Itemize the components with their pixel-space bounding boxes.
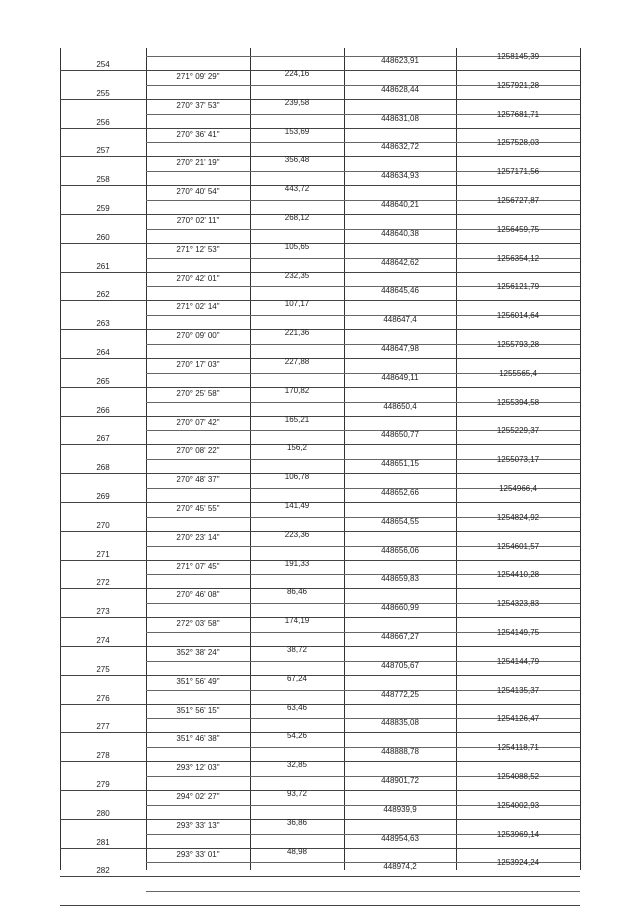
bearing-angle: 272° 03' 58" [176, 619, 220, 629]
segment-length: 153,69 [284, 126, 310, 136]
segment-length: 170,82 [284, 385, 310, 395]
point-number: 276 [96, 693, 110, 703]
point-number: 272 [96, 578, 110, 588]
y-coordinate: 1254149,75 [496, 628, 540, 637]
x-coordinate: 448901,72 [381, 776, 419, 785]
point-number: 265 [96, 376, 110, 386]
segment-length: 141,49 [284, 501, 310, 510]
bearing-angle: 351° 56' 49" [176, 676, 220, 686]
x-coordinate: 448888,78 [381, 747, 419, 757]
segment-length: 156,2 [286, 443, 308, 453]
segment-length: 239,58 [284, 97, 310, 107]
segment-length: 107,17 [284, 299, 310, 309]
bearing-angle: 294° 02' 27" [176, 792, 220, 801]
bearing-angle: 270° 02' 11" [176, 216, 220, 225]
y-coordinate: 1254118,71 [497, 743, 539, 753]
bearing-angle: 270° 07' 42" [176, 417, 220, 427]
y-coordinate: 1257681,71 [496, 109, 540, 119]
segment-length: 63,46 [286, 702, 308, 712]
point-number: 277 [96, 722, 110, 732]
segment-length: 38,72 [286, 645, 308, 654]
segment-length: 356,48 [284, 155, 310, 165]
point-number: 263 [96, 319, 110, 329]
x-coordinate: 448632,72 [381, 142, 419, 152]
x-coordinate: 448835,08 [381, 718, 419, 728]
x-coordinate: 448640,21 [381, 200, 419, 209]
y-coordinate: 1254002,93 [496, 800, 540, 810]
y-coordinate: 1254601,57 [496, 541, 540, 551]
y-coordinate: 1254126,47 [496, 714, 540, 724]
x-coordinate: 448974,2 [383, 862, 417, 872]
bearing-angle: 270° 09' 00" [176, 331, 220, 341]
bearing-angle: 271° 12' 53" [176, 244, 220, 254]
point-number: 270 [96, 520, 110, 530]
segment-length: 67,24 [286, 673, 308, 683]
y-coordinate: 1253924,24 [496, 858, 540, 868]
y-coordinate: 1255229,37 [496, 426, 540, 436]
y-coordinate: 1256354,12 [496, 253, 540, 263]
y-coordinate: 1257528,03 [496, 138, 540, 148]
y-coordinate: 1253969,14 [496, 829, 540, 839]
x-coordinate: 448772,25 [381, 689, 419, 699]
segment-length: 221,36 [284, 328, 310, 338]
y-coordinate: 1255394,58 [496, 397, 540, 407]
y-coordinate: 1256014,64 [496, 311, 540, 321]
point-number: 258 [96, 175, 110, 185]
bearing-angle: 271° 07' 45" [176, 561, 220, 571]
point-number: 278 [96, 751, 110, 761]
x-coordinate: 448654,55 [381, 516, 419, 526]
segment-length: 36,86 [286, 817, 308, 827]
segment-length: 105,65 [284, 241, 310, 251]
x-coordinate: 448623,91 [381, 56, 419, 65]
bearing-angle: 293° 33' 13" [176, 820, 220, 830]
x-coordinate: 448651,15 [381, 459, 419, 469]
bearing-angle: 293° 33' 01" [176, 849, 220, 859]
x-coordinate: 448649,11 [381, 372, 419, 382]
bearing-angle: 270° 17' 03" [176, 360, 220, 369]
y-coordinate: 1254088,52 [496, 772, 540, 781]
point-number: 281 [96, 837, 110, 847]
x-coordinate: 448954,63 [381, 833, 419, 843]
x-coordinate: 448650,4 [383, 401, 417, 411]
point-number: 261 [96, 261, 110, 271]
bearing-angle: 270° 08' 22" [176, 446, 220, 456]
segment-length: 93,72 [286, 789, 308, 798]
x-coordinate: 448642,62 [381, 257, 419, 267]
x-coordinate: 448647,98 [381, 344, 419, 353]
y-coordinate: 1256727,87 [496, 196, 540, 205]
bearing-angle: 352° 38' 24" [176, 648, 220, 657]
segment-length: 227,88 [284, 357, 310, 366]
point-number: 259 [96, 204, 110, 213]
y-coordinate: 1255793,28 [496, 340, 540, 349]
segment-length: 223,36 [284, 529, 310, 539]
x-coordinate: 448705,67 [381, 660, 419, 670]
y-coordinate: 1254410,28 [496, 570, 540, 580]
row-rule [146, 891, 580, 892]
bearing-angle: 270° 48' 37" [176, 475, 220, 485]
y-coordinate: 1256459,75 [496, 224, 540, 234]
point-number: 267 [96, 434, 110, 444]
y-coordinate: 1257171,56 [496, 167, 540, 177]
x-coordinate: 448660,99 [381, 603, 419, 613]
y-coordinate: 1254966,4 [499, 484, 537, 493]
x-coordinate: 448645,46 [381, 286, 419, 296]
point-number: 255 [96, 88, 110, 98]
x-coordinate: 448656,06 [381, 545, 419, 555]
y-coordinate: 1254135,37 [496, 685, 540, 695]
x-coordinate: 448939,9 [383, 804, 417, 814]
x-coordinate: 448640,38 [381, 228, 419, 238]
x-coordinate: 448667,27 [381, 632, 419, 641]
bearing-angle: 271° 09' 29" [176, 72, 220, 81]
segment-length: 106,78 [284, 472, 310, 482]
bearing-angle: 270° 25' 58" [176, 388, 220, 398]
bearing-angle: 351° 56' 15" [176, 705, 220, 715]
x-coordinate: 448647,4 [383, 315, 417, 325]
bearing-angle: 270° 37' 53" [176, 100, 220, 110]
y-coordinate: 1254323,83 [496, 599, 540, 609]
segment-length: 48,98 [286, 846, 308, 856]
point-number: 275 [96, 664, 110, 674]
y-coordinate: 1256121,79 [496, 282, 540, 292]
point-number: 264 [96, 348, 110, 357]
point-number: 282 [96, 866, 110, 876]
bearing-angle: 270° 46' 08" [176, 590, 220, 600]
point-number: 266 [96, 405, 110, 415]
point-number: 273 [96, 607, 110, 617]
bearing-angle: 270° 23' 14" [176, 532, 220, 542]
point-number: 257 [96, 146, 110, 156]
segment-length: 191,33 [284, 558, 310, 568]
y-coordinate: 1254824,92 [496, 512, 540, 522]
segment-length: 86,46 [286, 587, 308, 597]
point-number: 262 [96, 290, 110, 300]
segment-length: 268,12 [284, 213, 310, 222]
x-coordinate: 448652,66 [381, 488, 419, 497]
bearing-angle: 270° 42' 01" [176, 273, 220, 283]
point-number: 256 [96, 117, 110, 127]
segment-length: 443,72 [284, 184, 310, 194]
bearing-angle: 293° 12' 03" [176, 763, 220, 773]
x-coordinate: 448650,77 [381, 430, 419, 440]
point-number: 279 [96, 780, 110, 789]
segment-length: 165,21 [284, 414, 310, 424]
x-coordinate: 448631,08 [381, 113, 419, 123]
y-coordinate: 1255073,17 [496, 455, 540, 465]
column-rule [60, 48, 61, 870]
y-coordinate: 1254144,79 [496, 656, 540, 666]
point-number: 274 [96, 636, 110, 645]
bearing-angle: 270° 21' 19" [176, 158, 220, 168]
y-coordinate: 1257921,28 [496, 80, 540, 90]
segment-length: 32,85 [286, 760, 308, 770]
x-coordinate: 448634,93 [381, 171, 419, 181]
x-coordinate: 448628,44 [381, 84, 419, 94]
segment-length: 232,35 [284, 270, 310, 280]
bearing-angle: 270° 45' 55" [176, 504, 220, 513]
y-coordinate: 1255565,4 [499, 368, 537, 378]
y-coordinate: 1258145,39 [496, 52, 540, 61]
row-rule [60, 876, 580, 877]
column-rule [580, 48, 581, 870]
point-number: 280 [96, 808, 110, 818]
point-number: 271 [96, 549, 110, 559]
bearing-angle: 270° 40' 54" [176, 187, 220, 197]
point-number: 269 [96, 492, 110, 501]
bearing-angle: 270° 36' 41" [176, 129, 220, 139]
segment-length: 174,19 [284, 616, 310, 626]
bearing-angle: 351° 46' 38" [176, 734, 220, 744]
point-number: 260 [96, 232, 110, 242]
x-coordinate: 448659,83 [381, 574, 419, 584]
bearing-angle: 271° 02' 14" [176, 302, 220, 312]
segment-length: 54,26 [286, 731, 308, 741]
point-number: 268 [96, 463, 110, 473]
point-number: 254 [96, 60, 110, 69]
segment-length: 224,16 [284, 69, 310, 78]
